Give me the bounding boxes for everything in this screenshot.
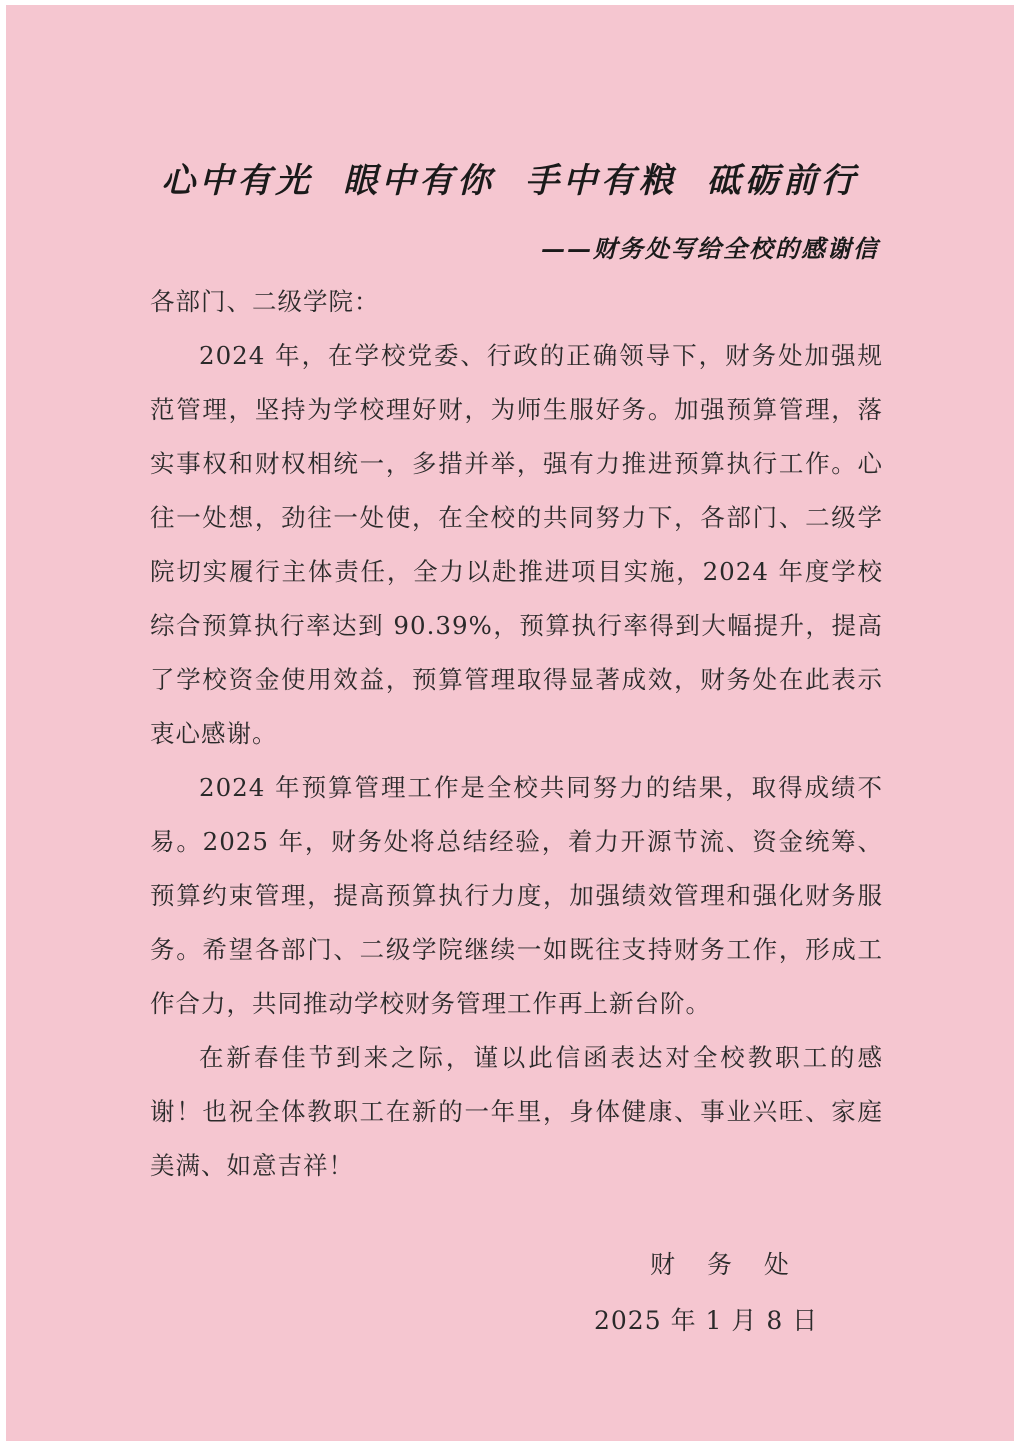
letter-title: 心中有光 眼中有你 手中有粮 砥砺前行 xyxy=(161,161,859,201)
salutation: 各部门、二级学院： xyxy=(150,287,380,316)
paragraph-2: 2024 年预算管理工作是全校共同努力的结果，取得成绩不易。2025 年，财务处将总结经验，着力开源节流、资金统筹、预算约束管理，提高预算执行力度，加强绩效管理和强化财务服务。希望各部门、二级学院继续一如既往支持财务工作，形成工作合力，共同推动学校财务管理工作再上新台阶。 xyxy=(150,773,883,1018)
letter-subtitle: ——财务处写给全校的感谢信 xyxy=(541,234,879,263)
letter-body xyxy=(150,275,883,1193)
paragraph-1: 2024 年，在学校党委、行政的正确领导下，财务处加强规范管理，坚持为学校理好财，为师生服好务。加强预算管理，落实事权和财权相统一，多措并举，强有力推进预算执行工作。心往一处想，劲往一处使，在全校的共同努力下，各部门、二级学院切实履行主体责任，全力以赴推进项目实施，2024 年度学校综合预算执行率达到 90.39%，预算执行率得到大幅提升，提高了学校资金使用效益，预算管理取得显著成效，财务处在此表示衷心感谢。 xyxy=(150,341,883,748)
paragraph-3: 在新春佳节到来之际，谨以此信函表达对全校教职工的感谢！也祝全体教职工在新的一年里，身体健康、事业兴旺、家庭美满、如意吉祥！ xyxy=(150,1043,883,1180)
letter-sheet xyxy=(6,5,1014,1441)
letter-date: 2025 年 1 月 8 日 xyxy=(594,1306,819,1335)
signature: 财 务 处 xyxy=(650,1250,801,1279)
